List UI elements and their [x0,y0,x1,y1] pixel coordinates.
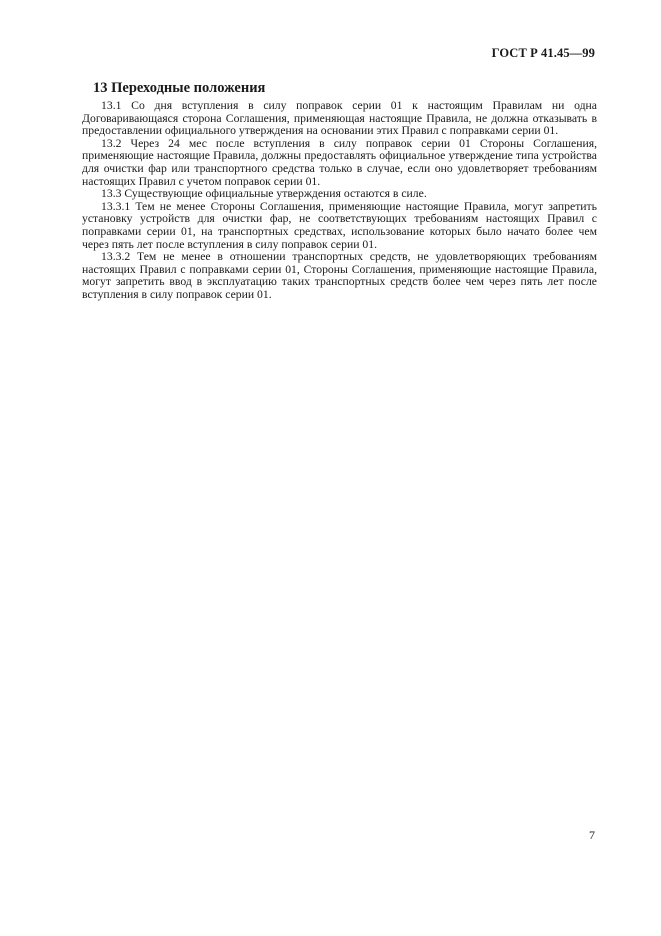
paragraph-13-3-2: 13.3.2 Тем не менее в отношении транспортных средств, не удовлетворяющих требованиям настоящих Правил с поправками серии 01, Стороны Соглашения, применяющие настоящие Правила, могут запретить ввод в эксплуатацию таких транспортных средств более чем через пять лет после вступления в силу поправок серии 01. [82,250,597,301]
paragraph-13-2: 13.2 Через 24 мес после вступления в силу поправок серии 01 Стороны Соглашения, применяющие настоящие Правила, должны предоставлять официальное утверждение типа устройства для очистки фар или транспортного средства только в случае, если оно удовлетворяет требованиям настоящих Правил с учетом поправок серии 01. [82,136,597,188]
section-body [82,100,597,302]
page-number: 7 [589,828,595,842]
paragraph-13-1: 13.1 Со дня вступления в силу поправок серии 01 к настоящим Правилам ни одна Договаривающаяся сторона Соглашения, применяющая настоящие Правила, не должна отказывать в предоставлении официального утверждения на основании этих Правил с поправками серии 01. [82,99,597,138]
paragraph-13-3-1: 13.3.1 Тем не менее Стороны Соглашения, применяющие настоящие Правила, могут запретить установку устройств для очистки фар, не соответствующих требованиям настоящих Правил с поправками серии 01, на транспортных средствах, использование которых было начато более чем через пять лет после вступления в силу поправок серии 01. [82,199,597,251]
paragraph-13-3: 13.3 Существующие официальные утверждения остаются в силе. [101,187,427,201]
document-code: ГОСТ Р 41.45—99 [491,46,595,60]
section-title: 13 Переходные положения [93,80,266,96]
